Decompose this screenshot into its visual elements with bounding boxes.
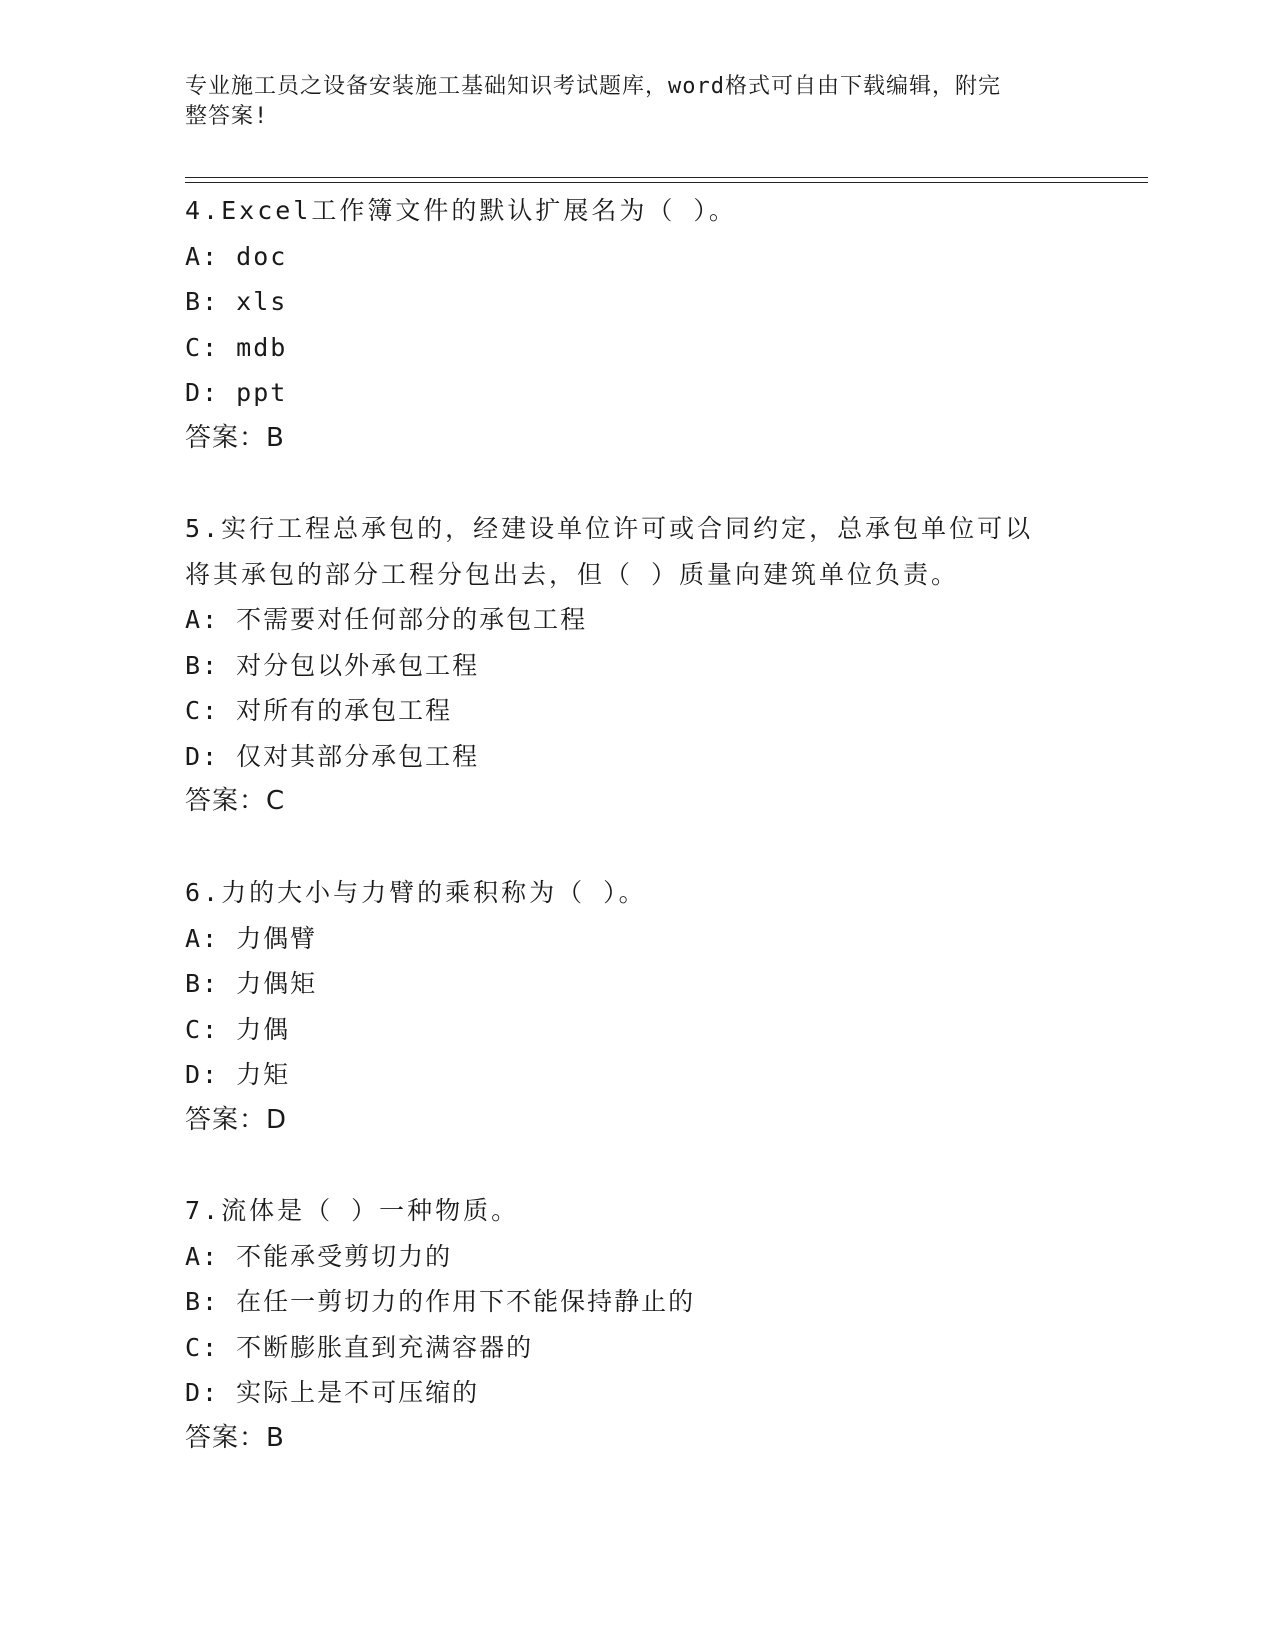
- header-line-1: 专业施工员之设备安装施工基础知识考试题库，word格式可自由下载编辑，附完: [185, 74, 1001, 99]
- question-6: [185, 870, 1085, 1143]
- option-a: A: 不需要对任何部分的承包工程: [185, 605, 588, 634]
- document-header: [185, 72, 1065, 132]
- header-line-2: 整答案!: [185, 104, 269, 129]
- question-stem-line: 7.流体是（ ）一种物质。: [185, 1196, 520, 1225]
- option-b: B: xls: [185, 287, 288, 316]
- question-stem-line: 5.实行工程总承包的，经建设单位许可或合同约定，总承包单位可以: [185, 514, 1034, 543]
- option-d: D: 力矩: [185, 1060, 291, 1089]
- option-b: B: 力偶矩: [185, 969, 318, 998]
- question-5: [185, 506, 1085, 825]
- option-a: A: 力偶臂: [185, 923, 318, 953]
- answer-line: 答案：D: [185, 1104, 288, 1135]
- question-stem-line: 6.力的大小与力臂的乘积称为（ ）。: [185, 878, 647, 907]
- option-a: A: doc: [185, 241, 288, 271]
- answer-line: 答案：C: [185, 786, 286, 816]
- header-divider-bottom: [185, 182, 1148, 183]
- option-d: D: 实际上是不可压缩的: [185, 1378, 480, 1407]
- option-c: C: mdb: [185, 332, 288, 362]
- answer-line: 答案：B: [185, 422, 285, 453]
- option-d: D: ppt: [185, 378, 288, 407]
- question-stem-line: 4.Excel工作簿文件的默认扩展名为（ ）。: [185, 196, 737, 225]
- question-stem: [185, 188, 1085, 234]
- question-4: [185, 188, 1085, 461]
- header-divider-top: [185, 177, 1148, 178]
- option-a: A: 不能承受剪切力的: [185, 1241, 453, 1271]
- question-stem: [185, 506, 1085, 597]
- option-c: C: 力偶: [185, 1014, 291, 1044]
- option-c: C: 对所有的承包工程: [185, 696, 453, 725]
- question-7: [185, 1188, 1085, 1461]
- option-b: B: 对分包以外承包工程: [185, 650, 480, 680]
- answer-line: 答案：B: [185, 1422, 285, 1453]
- option-c: C: 不断膨胀直到充满容器的: [185, 1332, 534, 1362]
- option-b: B: 在任一剪切力的作用下不能保持静止的: [185, 1287, 696, 1316]
- question-stem: [185, 870, 1085, 916]
- question-stem-line: 将其承包的部分工程分包出去，但（ ）质量向建筑单位负责。: [185, 559, 960, 589]
- question-stem: [185, 1188, 1085, 1234]
- option-d: D: 仅对其部分承包工程: [185, 741, 480, 771]
